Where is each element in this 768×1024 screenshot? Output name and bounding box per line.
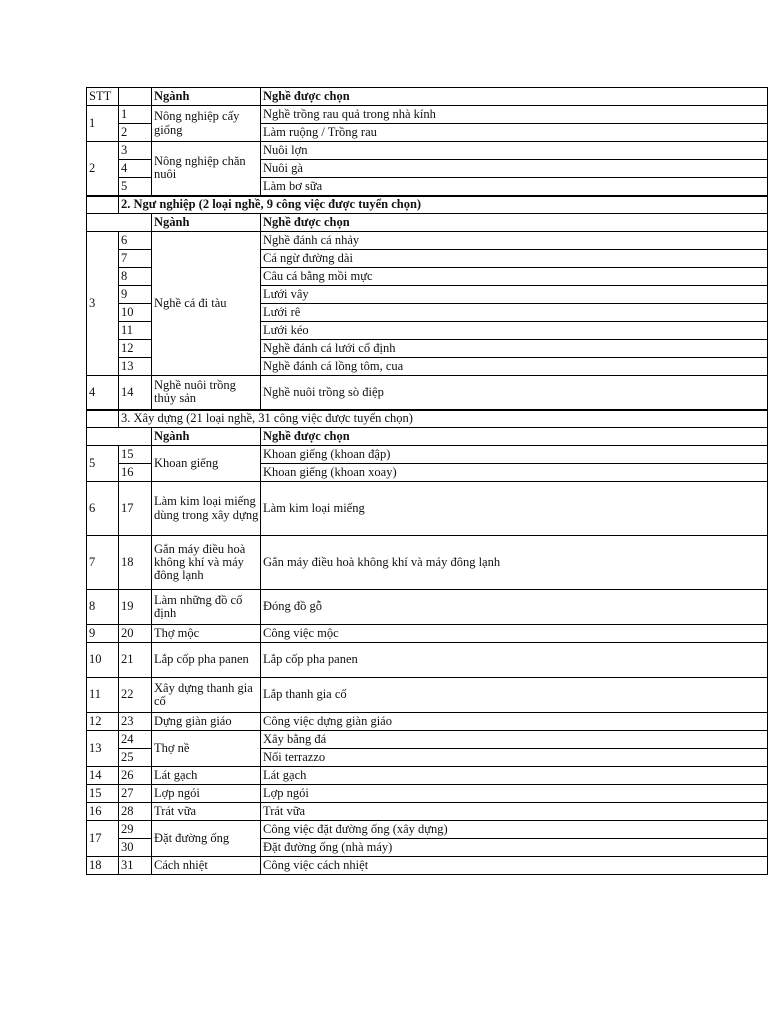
item-number: 9 xyxy=(119,286,152,304)
item-number: 1 xyxy=(119,106,152,124)
item-number: 15 xyxy=(119,446,152,464)
section-blank xyxy=(87,410,119,428)
branch-name: Xây dựng thanh gia cố xyxy=(152,678,261,713)
table-row xyxy=(87,803,768,821)
branch-name: Nông nghiệp cấy giống xyxy=(152,106,261,142)
item-number: 10 xyxy=(119,304,152,322)
job-name: Câu cá bằng mồi mực xyxy=(261,268,768,286)
branch-name: Thợ nề xyxy=(152,731,261,767)
group-number: 12 xyxy=(87,713,119,731)
table-row xyxy=(87,678,768,713)
table-row xyxy=(87,142,768,160)
branch-name: Dựng giàn giáo xyxy=(152,713,261,731)
subheader-nganh: Ngành xyxy=(152,214,261,232)
item-number: 5 xyxy=(119,178,152,196)
header-stt: STT xyxy=(87,88,119,106)
group-number: 8 xyxy=(87,590,119,625)
header-blank xyxy=(119,88,152,106)
branch-name: Làm những đồ cố định xyxy=(152,590,261,625)
item-number: 6 xyxy=(119,232,152,250)
job-name: Nuôi lợn xyxy=(261,142,768,160)
group-number: 18 xyxy=(87,857,119,875)
job-name: Trát vữa xyxy=(261,803,768,821)
subheader-nghe: Nghề được chọn xyxy=(261,214,768,232)
table-row xyxy=(87,536,768,590)
item-number: 24 xyxy=(119,731,152,749)
subheader-row xyxy=(87,214,768,232)
item-number: 21 xyxy=(119,643,152,678)
header-nghe: Nghề được chọn xyxy=(261,88,768,106)
branch-name: Nghề nuôi trồng thủy sản xyxy=(152,376,261,410)
branch-name: Khoan giếng xyxy=(152,446,261,482)
table-row xyxy=(87,482,768,536)
job-name: Khoan giếng (khoan xoay) xyxy=(261,464,768,482)
job-name: Làm ruộng / Trồng rau xyxy=(261,124,768,142)
group-number: 17 xyxy=(87,821,119,857)
item-number: 23 xyxy=(119,713,152,731)
job-name: Lợp ngói xyxy=(261,785,768,803)
branch-name: Đặt đường ống xyxy=(152,821,261,857)
item-number: 19 xyxy=(119,590,152,625)
branch-name: Lợp ngói xyxy=(152,785,261,803)
branch-name: Cách nhiệt xyxy=(152,857,261,875)
job-name: Công việc đặt đường ống (xây dựng) xyxy=(261,821,768,839)
table-row xyxy=(87,731,768,749)
table-row xyxy=(87,767,768,785)
header-row xyxy=(87,88,768,106)
job-name: Đặt đường ống (nhà máy) xyxy=(261,839,768,857)
subheader-blank xyxy=(87,428,152,446)
group-number: 10 xyxy=(87,643,119,678)
branch-name: Lát gạch xyxy=(152,767,261,785)
group-number: 1 xyxy=(87,106,119,142)
item-number: 3 xyxy=(119,142,152,160)
occupation-table xyxy=(86,87,768,875)
group-number: 2 xyxy=(87,142,119,196)
item-number: 2 xyxy=(119,124,152,142)
section-title: 3. Xây dựng (21 loại nghề, 31 công việc được tuyển chọn) xyxy=(119,410,768,428)
item-number: 11 xyxy=(119,322,152,340)
table-row xyxy=(87,376,768,410)
item-number: 28 xyxy=(119,803,152,821)
item-number: 27 xyxy=(119,785,152,803)
group-number: 6 xyxy=(87,482,119,536)
section-blank xyxy=(87,196,119,214)
section-row xyxy=(87,410,768,428)
item-number: 16 xyxy=(119,464,152,482)
branch-name: Nông nghiệp chăn nuôi xyxy=(152,142,261,196)
table-row xyxy=(87,821,768,839)
job-name: Đóng đồ gỗ xyxy=(261,590,768,625)
table-row xyxy=(87,446,768,464)
branch-name: Gắn máy điều hoà không khí và máy đông lạnh xyxy=(152,536,261,590)
item-number: 29 xyxy=(119,821,152,839)
group-number: 9 xyxy=(87,625,119,643)
job-name: Làm bơ sữa xyxy=(261,178,768,196)
item-number: 17 xyxy=(119,482,152,536)
item-number: 31 xyxy=(119,857,152,875)
job-name: Lắp cốp pha panen xyxy=(261,643,768,678)
job-name: Nuôi gà xyxy=(261,160,768,178)
job-name: Lắp thanh gia cố xyxy=(261,678,768,713)
group-number: 15 xyxy=(87,785,119,803)
job-name: Nghề đánh cá lồng tôm, cua xyxy=(261,358,768,376)
group-number: 4 xyxy=(87,376,119,410)
table-row xyxy=(87,625,768,643)
section-row xyxy=(87,196,768,214)
subheader-nghe: Nghề được chọn xyxy=(261,428,768,446)
job-name: Công việc dựng giàn giáo xyxy=(261,713,768,731)
table-row xyxy=(87,232,768,250)
group-number: 7 xyxy=(87,536,119,590)
branch-name: Làm kim loại miếng dùng trong xây dựng xyxy=(152,482,261,536)
table-row xyxy=(87,785,768,803)
job-name: Công việc mộc xyxy=(261,625,768,643)
job-name: Nối terrazzo xyxy=(261,749,768,767)
group-number: 3 xyxy=(87,232,119,376)
item-number: 22 xyxy=(119,678,152,713)
job-name: Nghề trồng rau quả trong nhà kính xyxy=(261,106,768,124)
job-name: Gắn máy điều hoà không khí và máy đông lạnh xyxy=(261,536,768,590)
table-row xyxy=(87,857,768,875)
table-row xyxy=(87,643,768,678)
item-number: 30 xyxy=(119,839,152,857)
job-name: Làm kim loại miếng xyxy=(261,482,768,536)
branch-name: Lắp cốp pha panen xyxy=(152,643,261,678)
job-name: Lưới vây xyxy=(261,286,768,304)
branch-name: Nghề cá đi tàu xyxy=(152,232,261,376)
subheader-row xyxy=(87,428,768,446)
job-name: Cá ngừ đường dài xyxy=(261,250,768,268)
job-name: Lát gạch xyxy=(261,767,768,785)
table-row xyxy=(87,590,768,625)
item-number: 8 xyxy=(119,268,152,286)
item-number: 12 xyxy=(119,340,152,358)
group-number: 16 xyxy=(87,803,119,821)
table-row xyxy=(87,106,768,124)
subheader-nganh: Ngành xyxy=(152,428,261,446)
group-number: 13 xyxy=(87,731,119,767)
group-number: 11 xyxy=(87,678,119,713)
item-number: 4 xyxy=(119,160,152,178)
job-name: Xây bằng đá xyxy=(261,731,768,749)
job-name: Nghề đánh cá nhảy xyxy=(261,232,768,250)
job-name: Khoan giếng (khoan đập) xyxy=(261,446,768,464)
job-name: Công việc cách nhiệt xyxy=(261,857,768,875)
table-body xyxy=(87,88,768,875)
group-number: 5 xyxy=(87,446,119,482)
branch-name: Thợ mộc xyxy=(152,625,261,643)
group-number: 14 xyxy=(87,767,119,785)
job-name: Nghề nuôi trồng sò điệp xyxy=(261,376,768,410)
subheader-blank xyxy=(87,214,152,232)
item-number: 25 xyxy=(119,749,152,767)
item-number: 18 xyxy=(119,536,152,590)
job-name: Lưới kéo xyxy=(261,322,768,340)
item-number: 13 xyxy=(119,358,152,376)
item-number: 26 xyxy=(119,767,152,785)
item-number: 7 xyxy=(119,250,152,268)
item-number: 14 xyxy=(119,376,152,410)
item-number: 20 xyxy=(119,625,152,643)
job-name: Lưới rê xyxy=(261,304,768,322)
section-title: 2. Ngư nghiệp (2 loại nghề, 9 công việc được tuyển chọn) xyxy=(119,196,768,214)
table-row xyxy=(87,713,768,731)
branch-name: Trát vữa xyxy=(152,803,261,821)
header-nganh: Ngành xyxy=(152,88,261,106)
job-name: Nghề đánh cá lưới cố định xyxy=(261,340,768,358)
